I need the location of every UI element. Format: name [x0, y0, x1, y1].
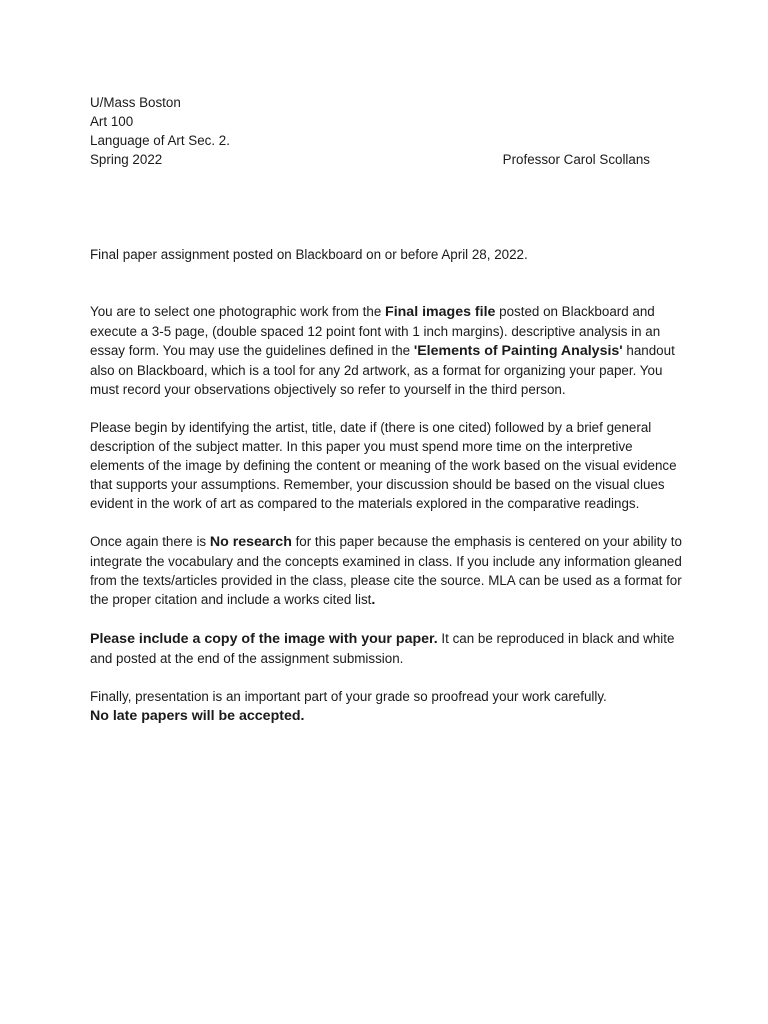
assignment-body [90, 245, 682, 726]
paragraph-image-copy [90, 629, 682, 668]
para5-bold-1: No late papers will be accepted. [90, 708, 305, 724]
course-line: Art 100 [90, 114, 134, 129]
professor-line: Professor Carol Scollans [502, 152, 650, 167]
posted-notice: Final paper assignment posted on Blackboard on or before April 28, 2022. [90, 247, 528, 262]
paragraph-instructions: Please begin by identifying the artist, title, date if (there is one cited) followed by a brief general description of the subject matter. In this paper you must spend more time on the interpretive elements of the image by defining the content or meaning of the work based on the visual evidence that supports your assumptions. Remember, your discussion should be based on the visual clues evident in the work of art as compared to the materials explored in the comparative readings. [90, 420, 677, 511]
para1-text-1: You are to select one photographic work from the [90, 304, 386, 319]
para3-text-2: for this paper because the emphasis is centered on your ability to integrate the vocabulary and the concepts examined in class. If you include any information gleaned from the texts/articles provided in the class, please cite the source. MLA can be used as a format for the proper citation and include a works cited list [90, 534, 682, 607]
para1-bold-1: Final images file [385, 304, 496, 320]
paragraph-research [90, 532, 682, 610]
section-line: Language of Art Sec. 2. [90, 133, 230, 148]
para4-text-1: It can be reproduced in black and white and posted at the end of the assignment submission. [90, 631, 675, 666]
para1-text-2: posted on Blackboard and execute a 3-5 page, (double spaced 12 point font with 1 inch margins). descriptive analysis in an essay form. You may use the guidelines defined in the [90, 304, 661, 358]
para3-bold-2: . [371, 592, 376, 608]
para1-text-3: handout also on Blackboard, which is a tool for any 2d artwork, as a format for organizing your paper. You must record your observations objectively so refer to yourself in the third person. [90, 343, 675, 397]
para3-text-1: Once again there is [90, 534, 210, 549]
institution-line: U/Mass Boston [90, 95, 181, 110]
paragraph-presentation [90, 687, 682, 726]
term-line: Spring 2022 [90, 152, 163, 167]
term-professor-row [90, 150, 650, 169]
document-header [90, 93, 650, 169]
para4-bold-1: Please include a copy of the image with your paper. [90, 631, 438, 647]
para1-bold-2: 'Elements of Painting Analysis' [413, 343, 623, 359]
para3-bold-1: No research [209, 534, 292, 550]
paragraph-selection [90, 302, 682, 399]
para5-text-1: Finally, presentation is an important part of your grade so proofread your work carefully. [90, 689, 607, 704]
